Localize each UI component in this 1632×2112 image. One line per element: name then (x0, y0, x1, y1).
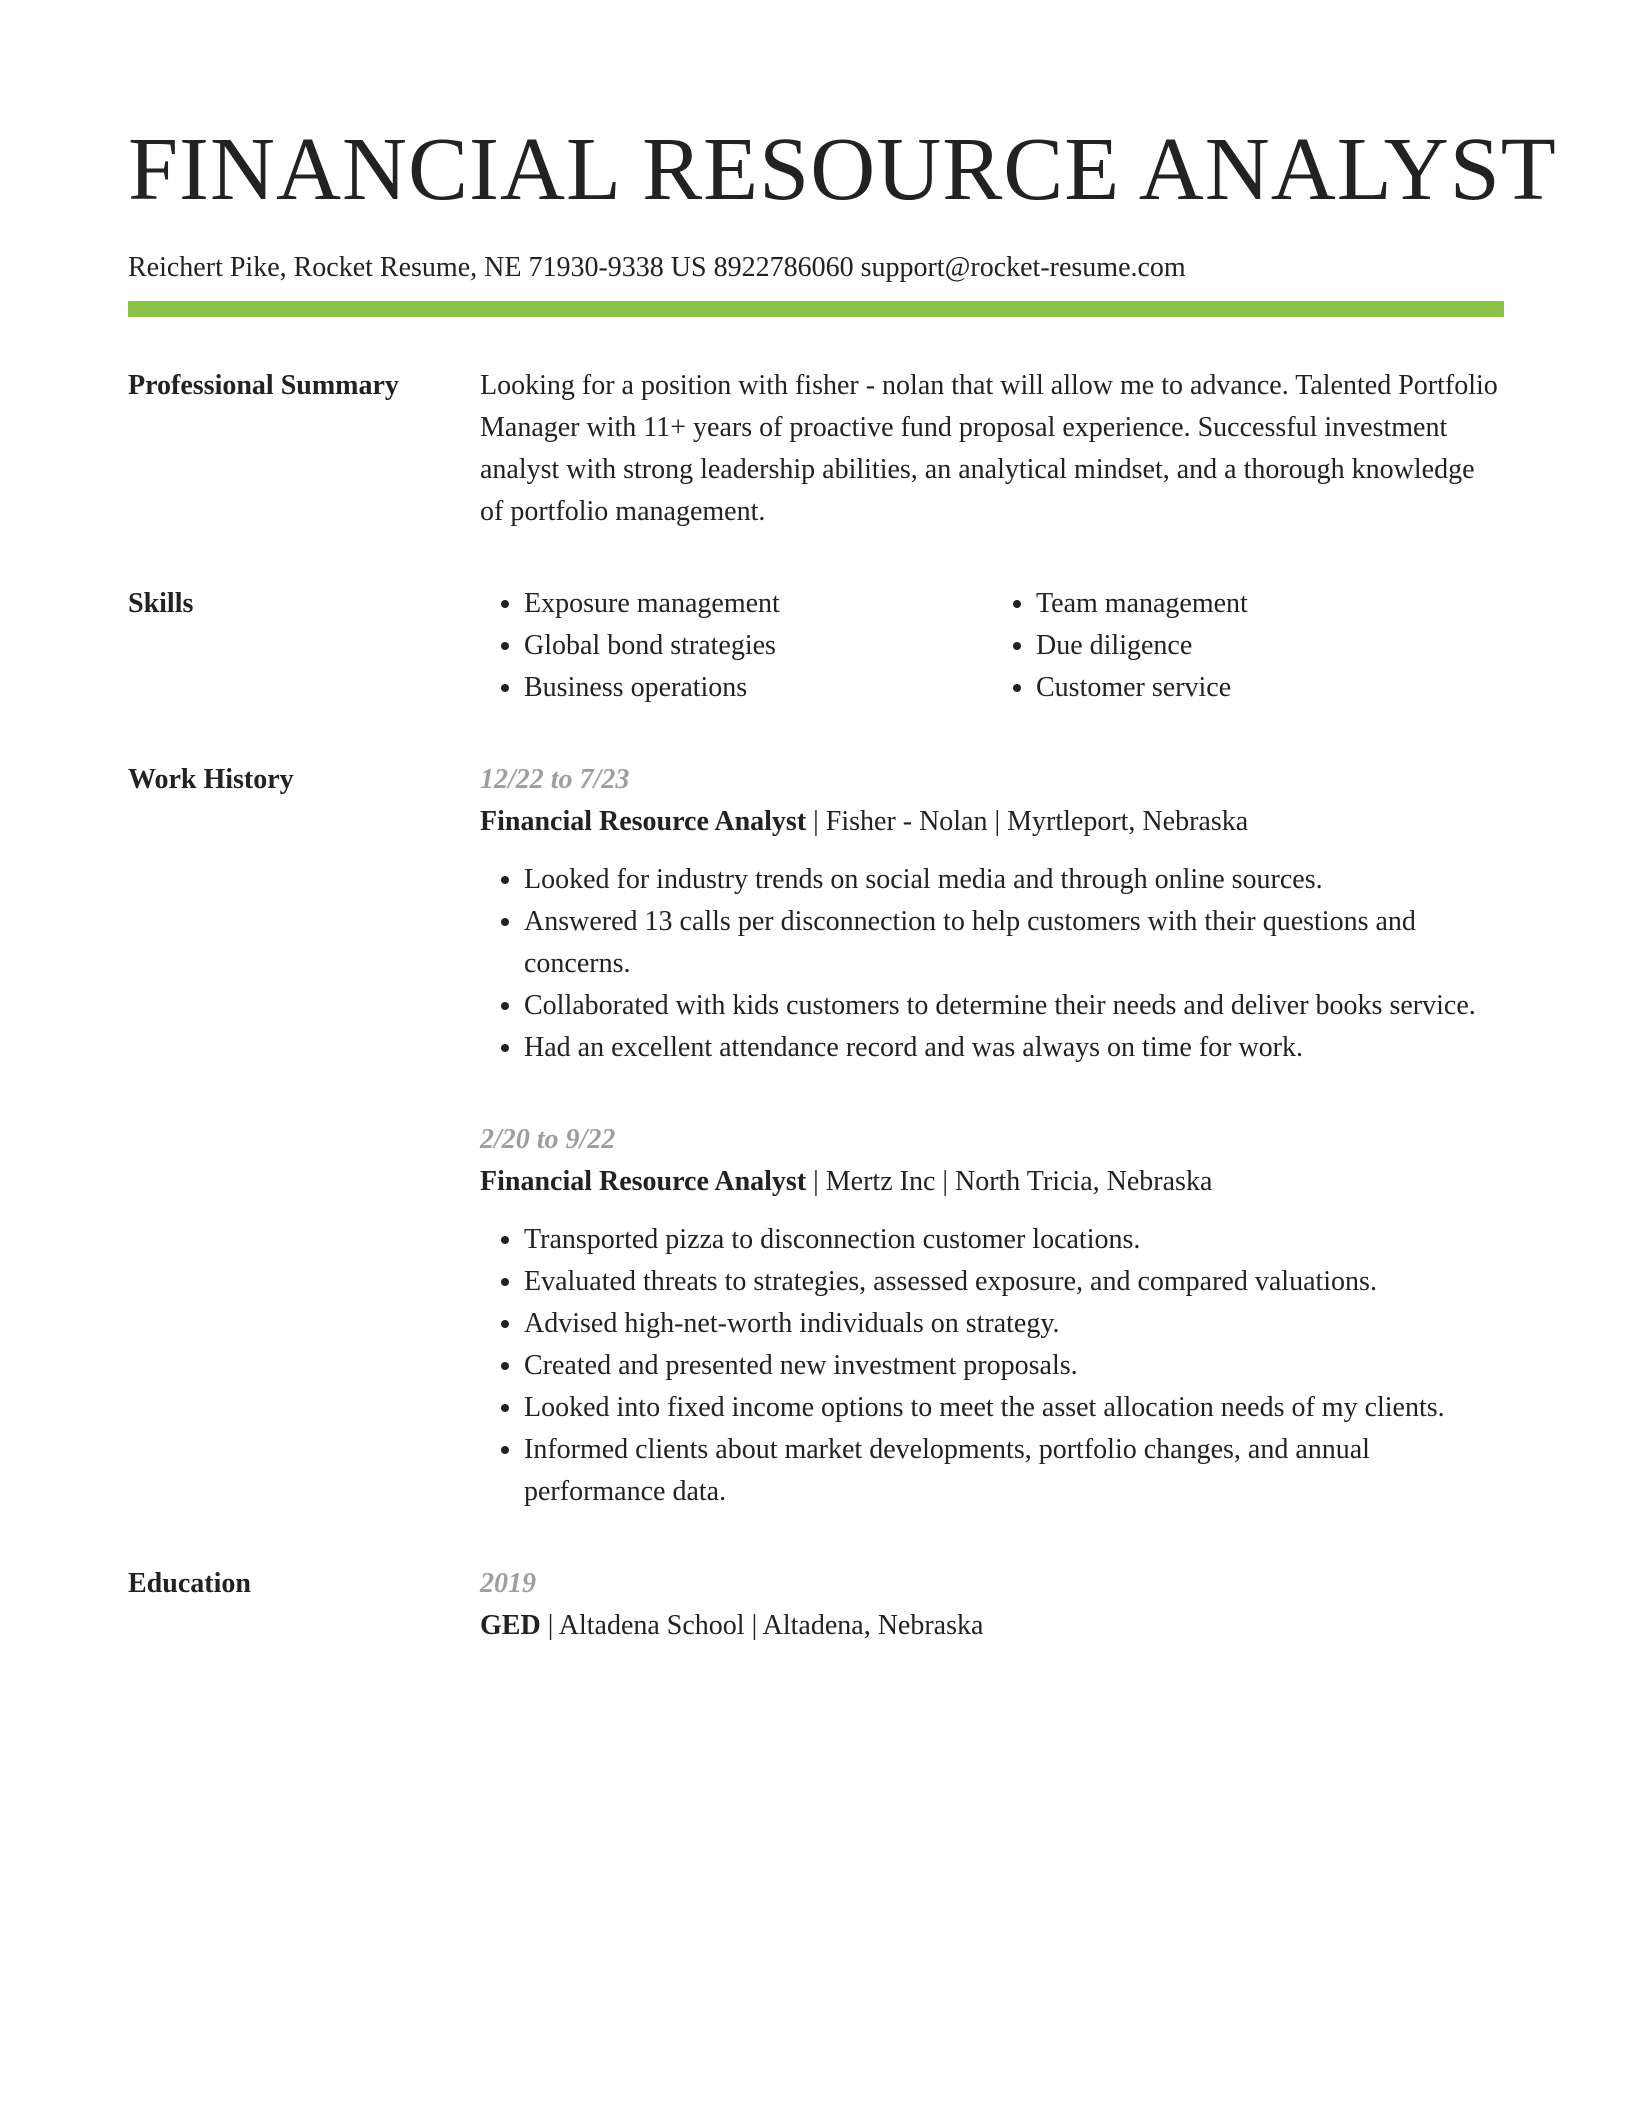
contact-line: Reichert Pike, Rocket Resume, NE 71930-9338 US 8922786060 support@rocket-resume.com (128, 252, 1186, 283)
education-year: 2019 (480, 1568, 536, 1599)
education-degree: GED (480, 1610, 541, 1641)
skill-item: • Team management (1036, 583, 1504, 625)
education-heading (480, 1605, 1504, 1647)
resume-title: FINANCIAL RESOURCE ANALYST (128, 120, 1557, 219)
job-details: | Mertz Inc | North Tricia, Nebraska (806, 1166, 1213, 1197)
summary-section (128, 365, 1504, 533)
job-bullets (480, 859, 1504, 1069)
job-bullet: • Transported pizza to disconnection customer locations. (524, 1219, 1504, 1261)
job-entry (480, 759, 1504, 1069)
job-bullet: • Advised high-net-worth individuals on strategy. (524, 1303, 1504, 1345)
job-bullet: • Looked into fixed income options to meet the asset allocation needs of my clients. (524, 1387, 1504, 1429)
job-bullet: • Evaluated threats to strategies, assessed exposure, and compared valuations. (524, 1261, 1504, 1303)
education-details: | Altadena School | Altadena, Nebraska (540, 1610, 984, 1641)
skill-item: • Due diligence (1036, 625, 1504, 667)
job-role: Financial Resource Analyst (480, 1166, 807, 1197)
section-title-skills: Skills (128, 588, 194, 619)
resume-page (128, 120, 1557, 1647)
job-bullet: • Informed clients about market developments, portfolio changes, and annual performance data. (524, 1429, 1504, 1513)
summary-text: Looking for a position with fisher - nolan that will allow me to advance. Talented Portfolio Manager with 11+ years of proactive fund proposal experience. Successful investment analyst with strong leadership abilities, an analytical mindset, and a thorough knowledge of portfolio management. (480, 370, 1498, 527)
header-divider (128, 301, 1504, 317)
job-dates: 2/20 to 9/22 (480, 1124, 616, 1155)
job-entry (480, 1119, 1504, 1513)
skill-item: • Exposure management (524, 583, 992, 625)
job-bullet: • Answered 13 calls per disconnection to help customers with their questions and concerns. (524, 901, 1504, 985)
job-role: Financial Resource Analyst (480, 806, 807, 837)
job-dates: 12/22 to 7/23 (480, 764, 630, 795)
skills-section (128, 583, 1504, 709)
job-heading (480, 1161, 1504, 1203)
job-bullet: • Created and presented new investment proposals. (524, 1345, 1504, 1387)
skill-item: • Customer service (1036, 667, 1504, 709)
skills-column-2 (992, 583, 1504, 709)
section-title-education: Education (128, 1568, 251, 1599)
job-bullet: • Had an excellent attendance record and was always on time for work. (524, 1027, 1504, 1069)
skills-column-1 (480, 583, 992, 709)
job-heading (480, 801, 1504, 843)
job-bullet: • Looked for industry trends on social media and through online sources. (524, 859, 1504, 901)
section-title-summary: Professional Summary (128, 370, 399, 401)
education-section (128, 1563, 1504, 1647)
work-history-section (128, 759, 1504, 1513)
skill-item: • Business operations (524, 667, 992, 709)
section-title-work-history: Work History (128, 764, 294, 795)
skill-item: • Global bond strategies (524, 625, 992, 667)
job-bullets (480, 1219, 1504, 1513)
job-bullet: • Collaborated with kids customers to determine their needs and deliver books service. (524, 985, 1504, 1027)
job-details: | Fisher - Nolan | Myrtleport, Nebraska (806, 806, 1249, 837)
